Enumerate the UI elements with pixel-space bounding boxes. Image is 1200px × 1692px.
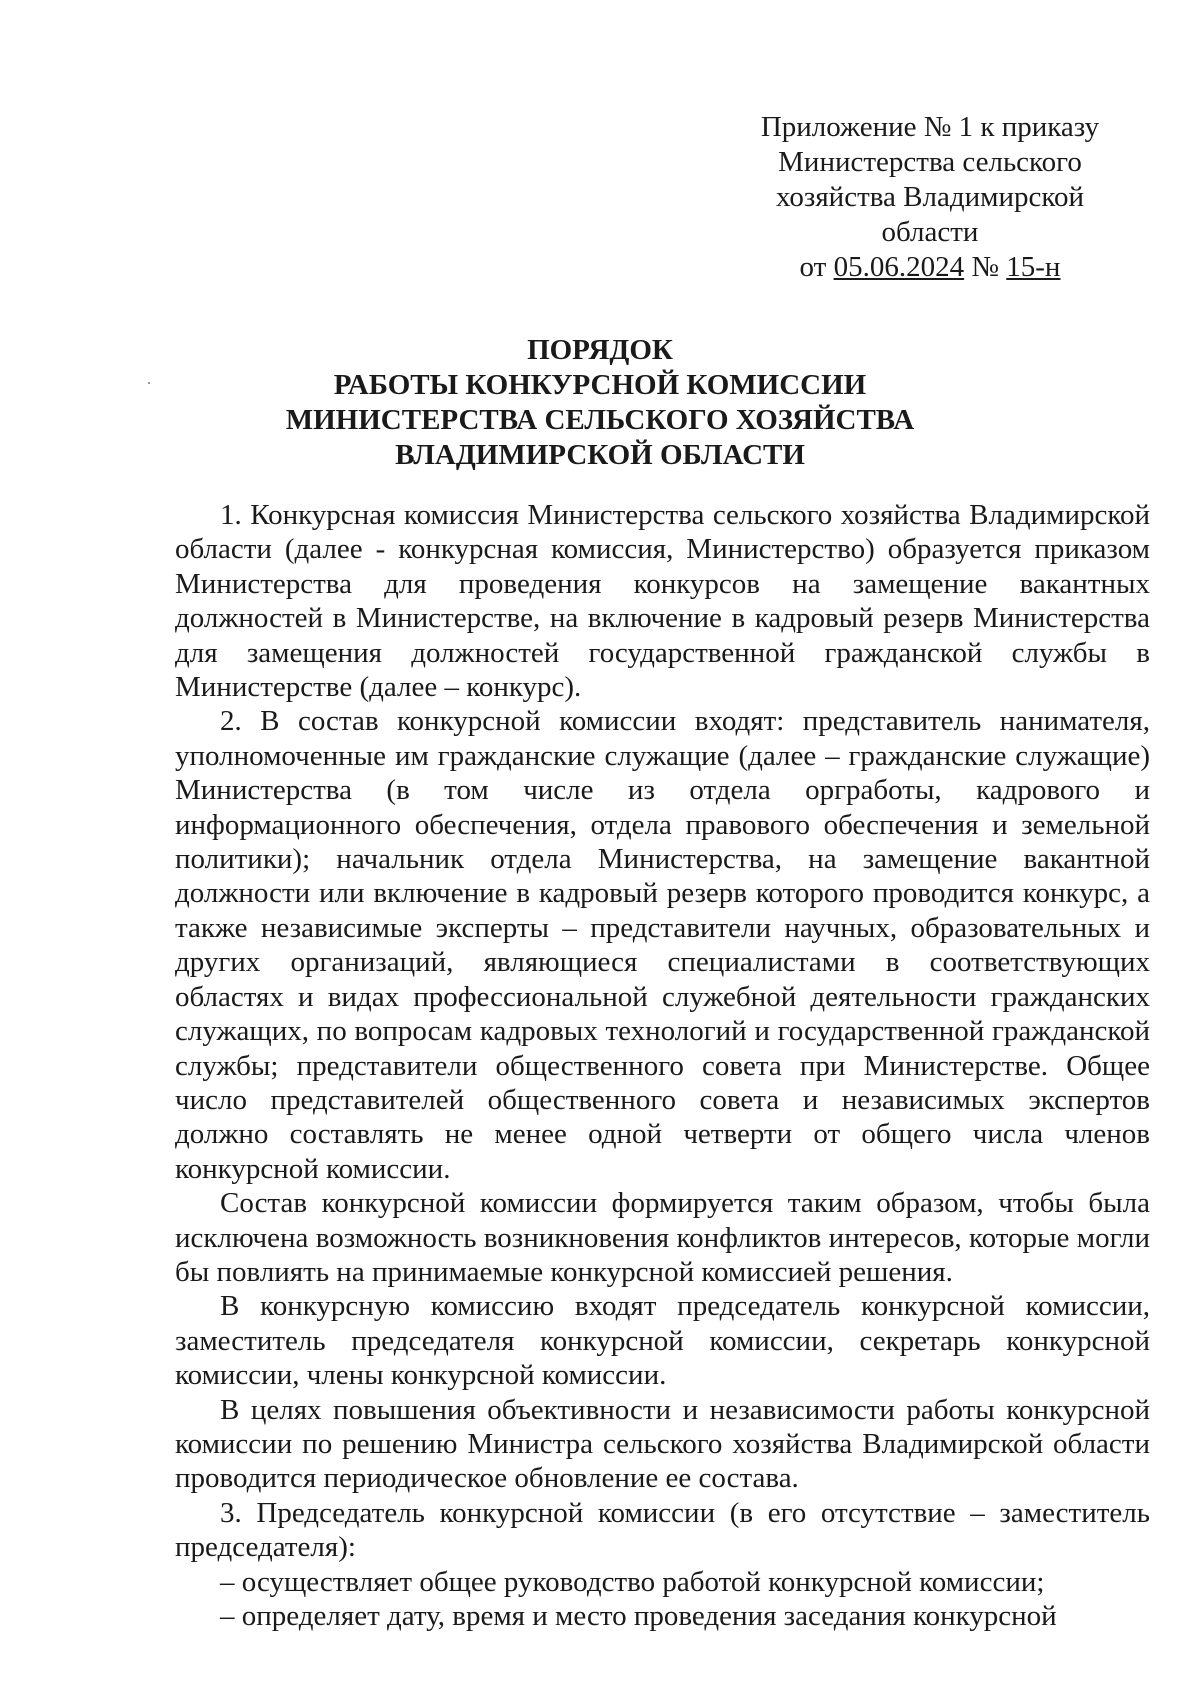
- approval-line-1: Приложение № 1 к приказу: [760, 111, 1100, 143]
- approval-date-line: [720, 250, 1140, 285]
- paragraph-2: 2. В состав конкурсной комиссии входят: представитель нанимателя, уполномоченные им гражданские служащие (далее – гражданские служащие) Министерства (в том числе из отдела оргработы, кадрового и информационного обеспечения, отдела правового обеспечения и земельной политики); начальник отдела Министерства, на замещение вакантной должности или включение в кадровый резерв которого проводится конкурс, а также независимые эксперты – представители научных, образовательных и других организаций, являющиеся специалистами в соответствующих областях и видах профессиональной служебной деятельности гражданских служащих, по вопросам кадровых технологий и государственной гражданской службы; представители общественного совета при Министерстве. Общее число представителей общественного совета и независимых экспертов должно составлять не менее одной четверти от общего числа членов конкурсной комиссии.: [175, 705, 1150, 1185]
- title-line-2: РАБОТЫ КОНКУРСНОЙ КОМИССИИ: [333, 369, 867, 401]
- approval-line-2: Министерства сельского: [778, 146, 1082, 178]
- title-line-3: МИНИСТЕРСТВА СЕЛЬСКОГО ХОЗЯЙСТВА: [285, 404, 915, 436]
- bullet-item-2: – определяет дату, время и место проведения заседания конкурсной: [220, 1600, 1057, 1632]
- approval-date-prefix: от: [799, 251, 834, 283]
- paragraph-6: 3. Председатель конкурсной комиссии (в его отсутствие – заместитель председателя):: [175, 1496, 1150, 1564]
- approval-date: 05.06.2024: [833, 251, 965, 283]
- paragraph-3: Состав конкурсной комиссии формируется таким образом, чтобы была исключена возможность возникновения конфликтов интересов, которые могли бы повлиять на принимаемые конкурсной комиссией решения.: [175, 1187, 1150, 1288]
- approval-number: 15-н: [1006, 251, 1061, 283]
- paragraph-1: 1. Конкурсная комиссия Министерства сельского хозяйства Владимирской области (далее - конкурсная комиссия, Министерство) образуется приказом Министерства для проведения конкурсов на замещение вакантных должностей в Министерстве, на включение в кадровый резерв Министерства для замещения должностей государственной гражданской службы в Министерстве (далее – конкурс).: [175, 499, 1150, 704]
- bullet-item-1: – осуществляет общее руководство работой конкурсной комиссии;: [220, 1565, 1045, 1598]
- approval-stamp: [720, 110, 1140, 285]
- paragraph-4: В конкурсную комиссию входят председатель конкурсной комиссии, заместитель председателя конкурсной комиссии, секретарь конкурсной комиссии, члены конкурсной комиссии.: [175, 1290, 1150, 1392]
- paragraph-5: В целях повышения объективности и независимости работы конкурсной комиссии по решению Министра сельского хозяйства Владимирской области проводится периодическое обновление ее состава.: [175, 1393, 1150, 1495]
- approval-line-4: области: [881, 216, 979, 248]
- document-body: [175, 498, 1150, 1633]
- approval-line-3: хозяйства Владимирской: [775, 181, 1085, 213]
- title-line-4: ВЛАДИМИРСКОЙ ОБЛАСТИ: [395, 439, 805, 471]
- title-line-1: ПОРЯДОК: [527, 334, 673, 366]
- document-title: [140, 333, 1060, 473]
- approval-number-prefix: №: [964, 251, 1007, 283]
